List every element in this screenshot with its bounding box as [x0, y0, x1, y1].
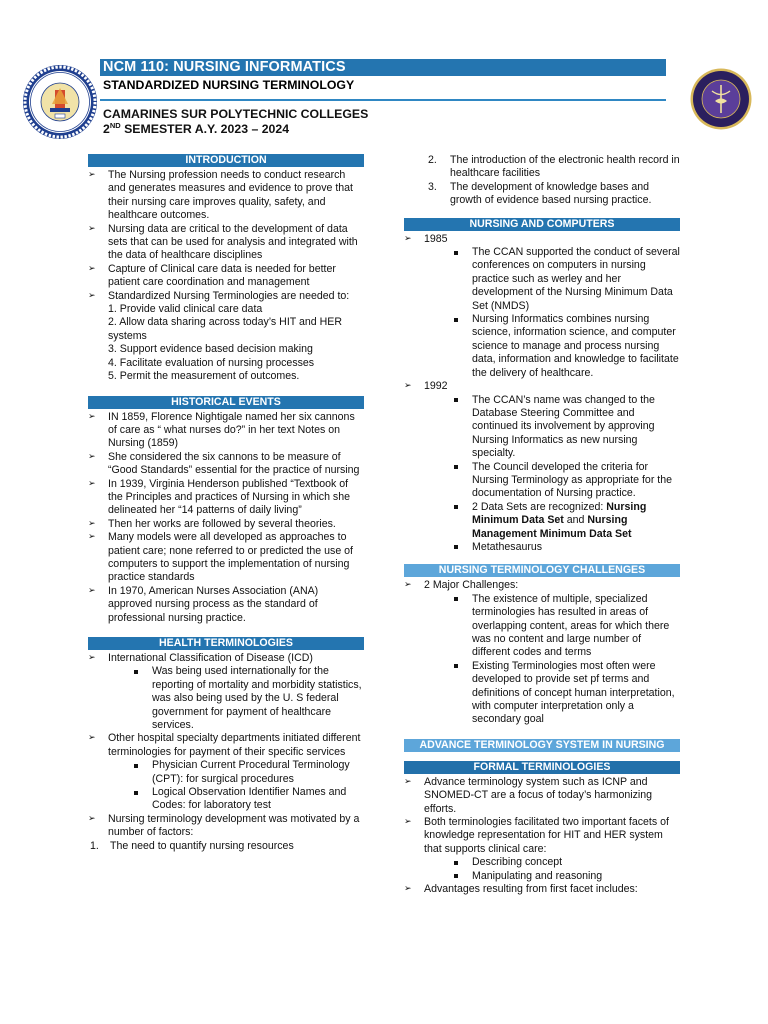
nursing-computers-list [404, 233, 680, 555]
factors-list-continued [410, 154, 680, 208]
nursing-department-logo [690, 68, 752, 130]
list-item: ➢ Advantages resulting from first facet includes: [404, 883, 680, 896]
purpose-line: 2. Allow data sharing across today’s HIT and HER systems [108, 316, 342, 342]
list-item: ➢ Capture of Clinical care data is needed for better patient care coordination and management [88, 263, 364, 290]
semester-line: 2ND SEMESTER A.Y. 2023 – 2024 [103, 121, 290, 136]
section-header-historical-events: HISTORICAL EVENTS [88, 396, 364, 409]
sub-list-item: The CCAN’s name was changed to the Database Steering Committee and continued its involvement by approving Nursing Informatics as new nursing specialty. [452, 394, 680, 461]
list-item: ➢ Nursing terminology development was motivated by a number of factors: [88, 813, 364, 840]
list-item: ➢ She considered the six cannons to be measure of “Good Standards” essential for the practice of nursing [88, 451, 364, 478]
formal-terminologies-list [404, 776, 680, 897]
sub-list-item: Nursing Informatics combines nursing science, information science, and computer science to manage and process nursing data, information and knowledge to facilitate the delivery of healthcare. [452, 313, 680, 380]
numbered-item: 3. The development of knowledge bases and growth of evidence based nursing practice. [428, 180, 652, 207]
course-title: NCM 110: NURSING INFORMATICS [103, 59, 346, 75]
list-item: ➢ Other hospital specialty departments initiated different terminologies for payment of their specific services Physician Current Procedural Terminology (CPT): for surgical procedures Logical Observation Identifier Names and Codes: for laboratory test [88, 732, 364, 812]
sub-list-item: Metathesaurus [452, 541, 680, 554]
year-item: ➢ 1992 The CCAN’s name was changed to the Database Steering Committee and continued its involvement by approving Nursing Informatics as new nursing specialty. The Council developed the criteria for Nursing Terminology as appropriate for the documentation of Nursing practice. 2 Data Sets are recognized: Nursing Minimum Data Set and Nursing Management Minimum Data Set Metathesaurus [404, 380, 680, 554]
course-title-bar [100, 59, 666, 76]
list-item: ➢ The Nursing profession needs to conduct research and generates measures and evidence to prove that their nursing care improves quality, safety, and healthcare outcomes. [88, 169, 364, 223]
factors-list [88, 840, 364, 853]
challenges-list [404, 579, 680, 726]
section-header-introduction: INTRODUCTION [88, 154, 364, 167]
list-item: ➢ Standardized Nursing Terminologies are needed to: 1. Provide valid clinical care data 2. Allow data sharing across today’s HIT and HER systems 3. Support evidence based decision making 4. Facilitate evaluation of nursing processes 5. Permit the measurement of outcomes. [88, 290, 364, 384]
list-item: ➢ In 1939, Virginia Henderson published “Textbook of the Principles and practices of Nursing in which she delineated her “14 patterns of daily living” [88, 478, 364, 518]
list-item: ➢ Advance terminology system such as ICNP and SNOMED-CT are a focus of today’s harmonizing efforts. [404, 776, 680, 816]
historical-events-list [88, 411, 364, 626]
year-item: ➢ 1985 The CCAN supported the conduct of several conferences on computers in nursing practice such as werley and her development of the Nursing Minimum Data Set (NMDS) Nursing Informatics combines nursing science, information science, and computer science to manage and process nursing data, information and knowledge to facilitate the delivery of healthcare. [404, 233, 680, 380]
sub-list-item: The CCAN supported the conduct of several conferences on computers in nursing practice such as werley and her development of the Nursing Minimum Data Set (NMDS) [452, 246, 680, 313]
sub-list-item: Manipulating and reasoning [452, 870, 680, 883]
header-divider [100, 99, 666, 101]
list-item: ➢ Many models were all developed as approaches to patient care; none referred to or predicted the use of computers to support the implementation of nursing practice standards [88, 531, 364, 585]
purpose-line: 4. Facilitate evaluation of nursing processes [108, 356, 315, 369]
section-header-advance-terminology: ADVANCE TERMINOLOGY SYSTEM IN NURSING [404, 739, 680, 752]
list-item: ➢ Both terminologies facilitated two important facets of knowledge representation for HIT and HER system that supports clinical care: Describing concept Manipulating and reasoning [404, 816, 680, 883]
right-column [404, 154, 680, 897]
health-terminologies-list [88, 652, 364, 840]
list-item: ➢ International Classification of Disease (ICD) Was being used internationally for the reporting of mortality and morbidity statistics, was also being used by the U. S federal government for payment of healthcare services. [88, 652, 364, 732]
sub-list-item: The existence of multiple, specialized terminologies has resulted in areas of overlapping content, areas for which there was no content and large number of different codes and terms [452, 593, 680, 660]
numbered-item: 2. The introduction of the electronic health record in healthcare facilities [428, 154, 680, 180]
purpose-line: 1. Provide valid clinical care data [108, 303, 263, 316]
section-header-formal-terminologies: FORMAL TERMINOLOGIES [404, 761, 680, 774]
section-header-nursing-and-computers: NURSING AND COMPUTERS [404, 218, 680, 231]
school-seal-logo [22, 64, 98, 140]
list-item: ➢ Nursing data are critical to the development of data sets that can be used for analysis and integrated with the data of healthcare disciplines [88, 223, 364, 263]
list-item: ➢ 2 Major Challenges: The existence of multiple, specialized terminologies has resulted in areas of overlapping content, areas for which there was no content and large number of different codes and terms Existing Terminologies most often were developed to provide set pf terms and definitions of concept human interpretation, with computer interpretation only a secondary goal [404, 579, 680, 726]
sub-list-item: Physician Current Procedural Terminology (CPT): for surgical procedures [132, 759, 364, 786]
list-item: ➢ In 1970, American Nurses Association (ANA) approved nursing process as the standard of professional nursing practice. [88, 585, 364, 625]
sub-list-item: Describing concept [452, 856, 680, 869]
introduction-list [88, 169, 364, 384]
numbered-item: 1. The need to quantify nursing resources [90, 839, 294, 852]
left-column [88, 154, 364, 853]
purpose-line: 5. Permit the measurement of outcomes. [108, 370, 300, 383]
sub-list-item: Was being used internationally for the reporting of mortality and morbidity statistics, was also being used by the U. S federal government for payment of healthcare services. [132, 665, 364, 732]
school-name: CAMARINES SUR POLYTECHNIC COLLEGES [103, 107, 369, 121]
list-item: ➢ Then her works are followed by several theories. [88, 518, 364, 531]
sub-list-item: 2 Data Sets are recognized: Nursing Minimum Data Set and Nursing Management Minimum Data Set [452, 501, 680, 541]
section-header-health-terminologies: HEALTH TERMINOLOGIES [88, 637, 364, 650]
topic-title: STANDARDIZED NURSING TERMINOLOGY [103, 78, 355, 92]
sub-list-item: Existing Terminologies most often were developed to provide set pf terms and definitions of concept human interpretation, with computer interpretation only a secondary goal [452, 660, 680, 727]
list-item: ➢ IN 1859, Florence Nightigale named her six cannons of care as “ what nurses do?” in her text Notes on Nursing (1859) [88, 411, 364, 451]
purpose-line: 3. Support evidence based decision making [108, 343, 313, 356]
sub-list-item: The Council developed the criteria for Nursing Terminology as appropriate for the documentation of Nursing practice. [452, 461, 680, 501]
sub-list-item: Logical Observation Identifier Names and Codes: for laboratory test [132, 786, 364, 813]
section-header-terminology-challenges: NURSING TERMINOLOGY CHALLENGES [404, 564, 680, 577]
